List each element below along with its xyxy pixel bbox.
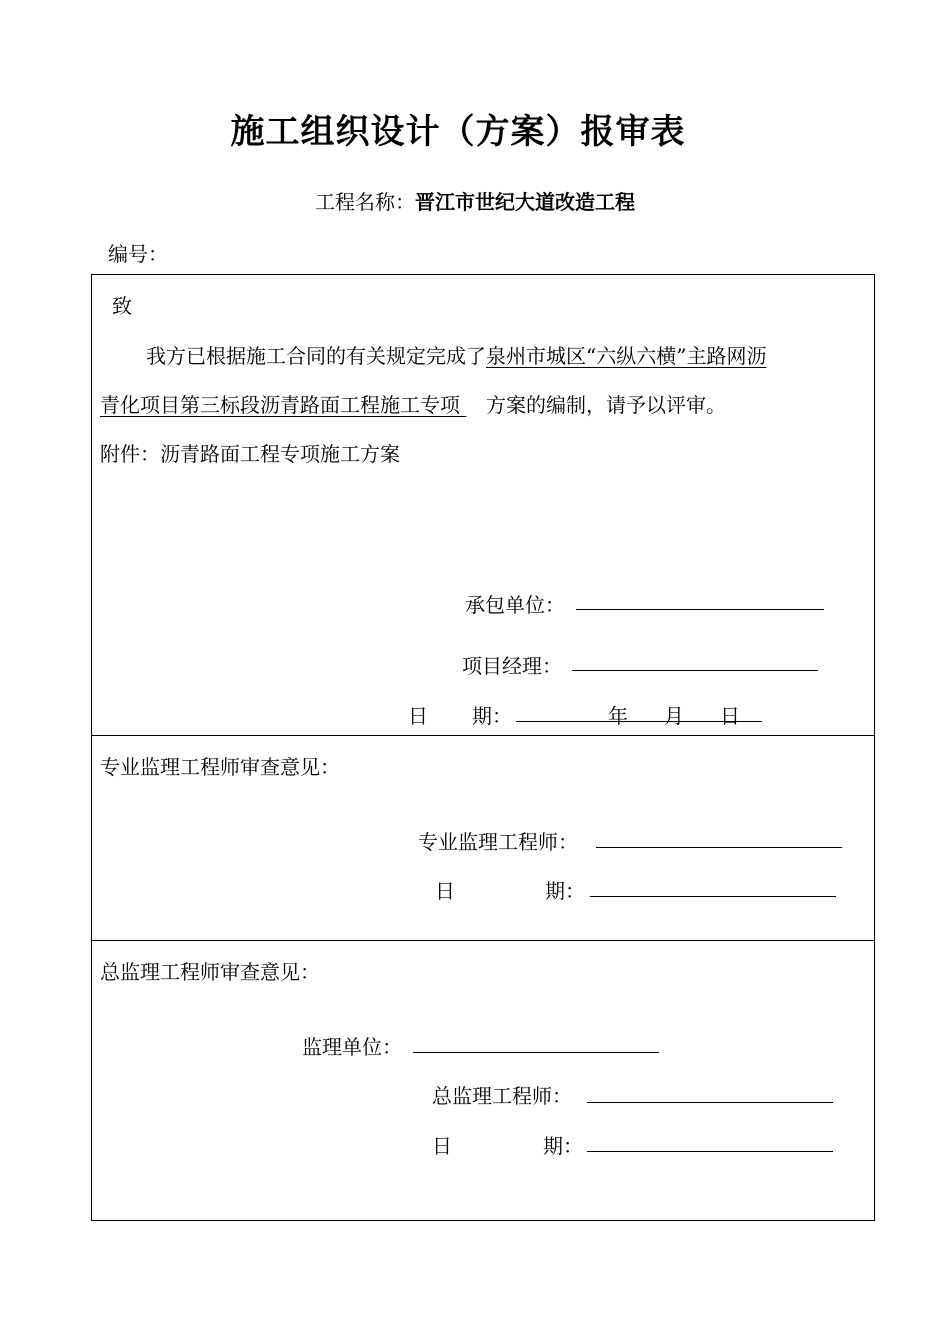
to-label: 致 — [112, 294, 132, 318]
statement-line-2 — [100, 389, 726, 418]
project-name-line — [0, 186, 950, 215]
chief-opinion-label: 总监理工程师审查意见： — [100, 960, 320, 984]
attachment-text: 附件：沥青路面工程专项施工方案 — [100, 442, 400, 466]
chief-date-ri: 日 — [432, 1134, 452, 1158]
chief-date-line[interactable] — [587, 1151, 833, 1152]
contractor-date-day: 日 — [720, 704, 740, 728]
section-divider-2 — [91, 940, 875, 941]
statement-suffix: 方案的编制，请予以评审。 — [486, 393, 726, 417]
specialist-date-ri: 日 — [435, 879, 455, 903]
specialist-engineer-label: 专业监理工程师： — [418, 830, 578, 854]
statement-prefix: 我方已根据施工合同的有关规定完成了 — [146, 344, 486, 368]
specialist-date-qi: 期： — [545, 879, 585, 903]
page-title: 施工组织设计（方案）报审表 — [230, 112, 686, 152]
supervision-unit-label: 监理单位： — [302, 1035, 402, 1059]
section-divider-1 — [91, 735, 875, 736]
supervision-unit-signature-line[interactable] — [413, 1052, 659, 1053]
project-name-value: 晋江市世纪大道改造工程 — [415, 190, 635, 214]
specialist-engineer-signature-line[interactable] — [596, 847, 842, 848]
statement-line-1 — [146, 340, 766, 369]
specialist-opinion-label: 专业监理工程师审查意见： — [100, 755, 340, 779]
contractor-label: 承包单位： — [465, 593, 565, 617]
specialist-date-line[interactable] — [590, 896, 836, 897]
contractor-date-year: 年 — [608, 704, 628, 728]
contractor-date-month: 月 — [664, 704, 684, 728]
project-name-label: 工程名称： — [315, 190, 415, 214]
chief-date-qi: 期： — [543, 1134, 583, 1158]
plan-name-part-1: 泉州市城区“六纵六横”主路网沥 — [486, 344, 767, 368]
plan-name-underline-gap — [460, 393, 482, 417]
plan-name-part-2: 青化项目第三标段沥青路面工程施工专项 — [100, 393, 460, 417]
number-label: 编号： — [108, 242, 168, 266]
chief-engineer-signature-line[interactable] — [587, 1102, 833, 1103]
project-manager-signature-line[interactable] — [572, 670, 818, 671]
contractor-date-qi: 期： — [472, 704, 512, 728]
project-manager-label: 项目经理： — [462, 654, 562, 678]
chief-engineer-label: 总监理工程师： — [432, 1084, 572, 1108]
contractor-signature-line[interactable] — [576, 609, 824, 610]
contractor-date-ri: 日 — [408, 704, 428, 728]
